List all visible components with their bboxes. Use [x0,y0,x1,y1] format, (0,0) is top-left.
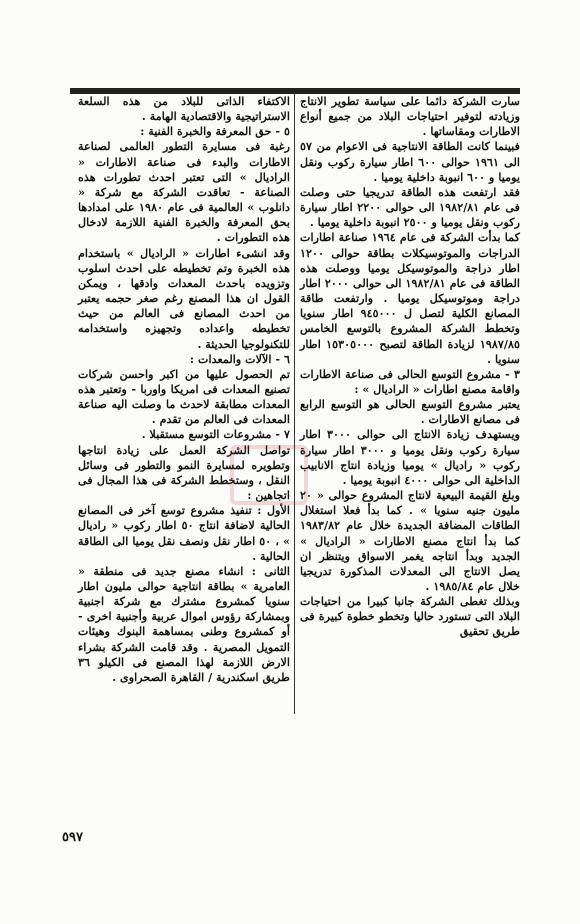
paragraph: فقد ارتفعت هذه الطاقة تدريجيا حتى وصلت فى عام ١٩٨٢/٨١ الى حوالى ٢٢٠٠ اطار سيارة ركوب ونقل يوميا و ٢٥٠٠ انبوبة داخلية يوميا . [300,184,520,230]
paragraph: يعتبر مشروع التوسع الحالى هو التوسع الرابع فى مصانع الاطارات . [300,397,520,427]
watermark-shape [230,445,308,505]
paragraph: سارت الشركة دائما على سياسة تطوير الانتاج وزيادته لتوفير احتياجات البلاد من جميع أنواع الاطارات ومقاساتها . [300,94,520,139]
paragraph: الاكتفاء الذاتى للبلاد من هذه السلعة الاستراتيجية والاقتصادية الهامة . [78,94,290,124]
paragraph: وقد انشىء اطارات « الراديال » باستخدام هذه الخبرة وتم تخطيطه على احدث اسلوب وتزويده باحدث المعدات وادقها ، ويمكن القول ان هذا المصنع رغم صغر حجمه يعتبر من احدث المصانع فى العالم من حيث تخطيطه واعداده وتجهيزه واستخدامه للتكنولوجيا الحديثة . [78,245,290,351]
paragraph: كما بدأت الشركة فى عام ١٩٦٤ صناعة اطارات الدراجات والموتوسيكلات بطاقة حوالى ١٢٠٠ اطار دراجة والموتوسيكل يوميا ووصلت هذه الطاقة فى عام ١٩٨٢/٨١ الى حوالى ٢٠٠٠ اطار دراجة وموتوسيكل يوميا . وارتفعت طاقة المصانع الكلية لتصل ل ٩٤٥٠٠٠ اطار سنويا وتخطط الشركة المشروع بالتوسع الخامس ١٩٨٧/٨٥ لزيادة الطاقة لتصبح ١٥٣٠٥٠٠٠ اطار سنويا . [300,230,521,366]
paragraph: تواصل الشركة العمل على زيادة انتاجها وتطويره لمسايرة النمو والتطور فى وسائل النقل ، وستخطط الشركة فى هذا المجال فى اتجاهين : [78,442,290,503]
watermark-logo [190,435,360,555]
right-column [300,94,520,640]
section-heading: ٣ - مشروع التوسع الحالى فى صناعة الاطارات واقامة مصنع اطارات « الراديال » : [300,366,520,396]
column-divider [294,94,295,714]
page-number: ٥٩٧ [62,830,83,845]
paragraph: فبينما كانت الطاقة الانتاجية فى الاعوام من ٥٧ الى ١٩٦١ حوالى ٦٠٠ اطار سيارة ركوب ونقل يوميا و ٦٠٠ انبوبة داخلية يوميا . [300,139,521,184]
section-heading: ٧ - مشروعات التوسع مستقبلا . [141,427,290,442]
paragraph: وبذلك تغطى الشركة جانبا كبيرا من احتياجات البلاد التى تستورد حاليا وتخطو خطوة كبيرة فى طريق تحقيق [300,594,520,639]
paragraph: الأول : تنفيذ مشروع توسع آخر فى المصانع الحالية لاضافة انتاج ٥٠ اطار ركوب « راديال » ، ٥٠ اطار نقل ونصف نقل يوميا الى الطاقة الحالية . [78,503,290,563]
paragraph: وبلغ القيمة البيعية لانتاج المشروع حوالى « ٢٠ مليون جنيه سنويا » . كما بدأ فعلا استغلال الطاقات المضافة الجديدة خلال عام ١٩٨٣/٨٢ كما بدأ انتاج مصنع الاطارات « الراديال » الجديد وبدأ انتاجه يغمر الاسواق ويتنظر ان يصل الانتاج الى المعدلات المذكورة تدريجيا خلال عام ١٩٨٥/٨٤ . [300,488,520,593]
left-column [78,94,290,685]
paragraph: ويستهدف زيادة الانتاج الى حوالى ٣٠٠٠ اطار سيارة ركوب ونقل يوميا و ٣٠٠٠ اطار سيارة ركوب « راديال » يوميا وزيادة انتاج الانابيب الداخلية الى حوالى ٤٠٠٠ انبوبة يوميا . [300,427,520,487]
section-heading: ٦ - الآلات والمعدات : [189,351,290,366]
paragraph: الثانى : انشاء مصنع جديد فى منطقة « العامرية » بطاقة انتاجية حوالى مليون اطار سنويا كمشروع مشترك مع شركة اجنبية وبمشاركة رؤوس اموال عربية وأجنبية اخرى - أو كمشروع وطنى بمساهمة البنوك وهيئات التمويل المصرية . وقد قامت الشركة بشراء الارض اللازمة لهذا المصنع فى الكيلو ٣٦ طريق اسكندرية / القاهرة الصحراوى . [78,563,290,684]
paragraph: رغبة فى مسايرة التطور العالمى لصناعة الاطارات والبدء فى صناعة الاطارات « الراديال » التى تعتبر احدث تطورات هذه الصناعة - تعاقدت الشركة مع شركة « دانلوب » العالمية فى عام ١٩٨٠ على امدادها بحق المعرفة والخبرة الفنية اللازمة لادخال هذه التطورات . [78,139,290,245]
paragraph: تم الحصول عليها من اكبر واحسن شركات تصنيع المعدات فى امريكا واوربا - وتعتبر هذه المعدات مطابقة لاحدث ما وصلت اليه صناعة المعدات فى العالم من تقدم . [78,366,290,427]
section-heading: ٥ - حق المعرفة والخبرة الفنية : [140,124,290,139]
